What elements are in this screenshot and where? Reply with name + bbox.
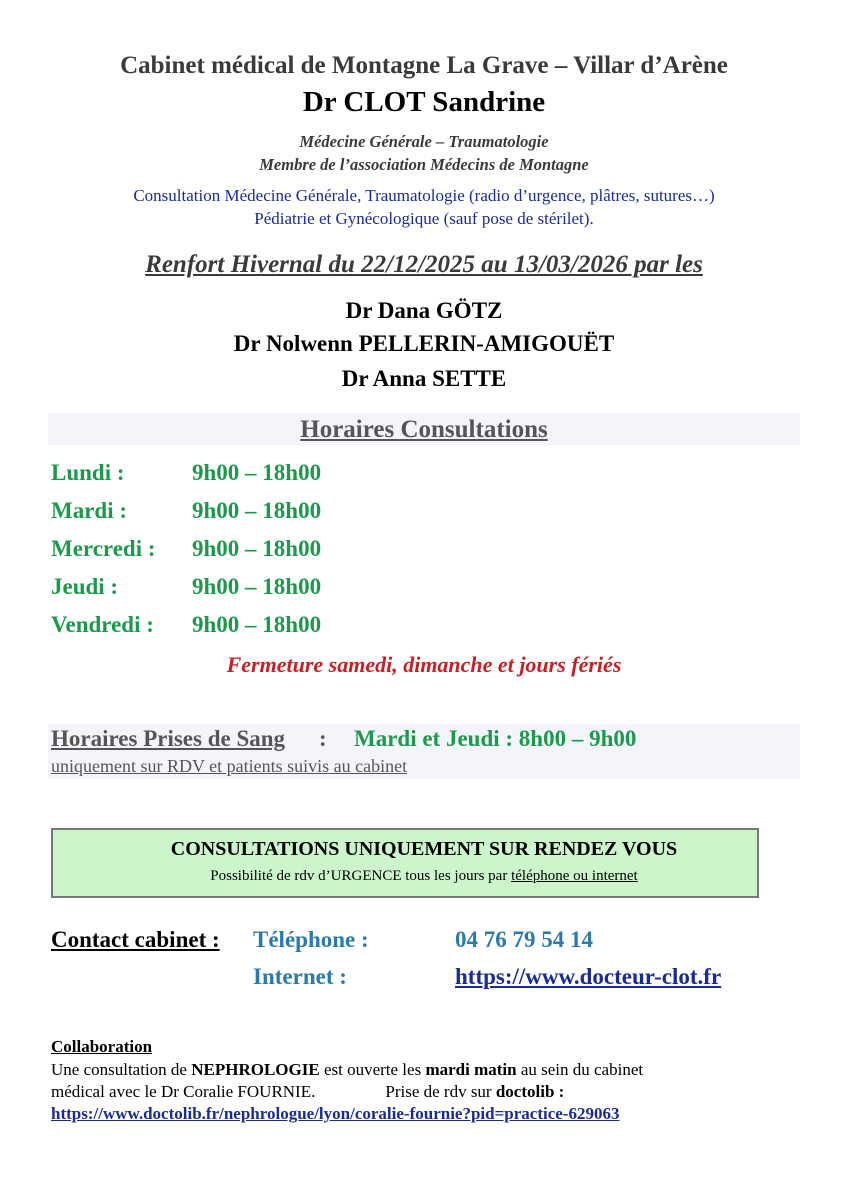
prises-de-sang-colon: : — [319, 726, 327, 751]
renfort-title: Renfort Hivernal du 22/12/2025 au 13/03/2026 par les — [145, 251, 703, 278]
day-label: Lundi : — [51, 460, 125, 485]
collab-text: au sein du cabinet — [516, 1060, 644, 1079]
telephone-label: Téléphone : — [253, 927, 369, 952]
internet-label: Internet : — [253, 964, 347, 989]
day-label: Jeudi : — [51, 574, 119, 599]
collab-text: médical avec le Dr Coralie FOURNIE. — [51, 1082, 316, 1101]
closure-notice: Fermeture samedi, dimanche et jours fériés — [226, 652, 622, 677]
rdv-notice-subtitle — [0, 868, 848, 885]
consultation-description: Consultation Médecine Générale, Traumatologie (radio d’urgence, plâtres, sutures…) — [133, 186, 715, 205]
prises-de-sang-hours: Mardi et Jeudi : 8h00 – 9h00 — [354, 726, 637, 751]
telephone-number[interactable]: 04 76 79 54 14 — [455, 927, 593, 952]
collab-text: est ouverte les — [319, 1060, 426, 1079]
association: Membre de l’association Médecins de Montagne — [259, 155, 589, 174]
prises-de-sang-label: Horaires Prises de Sang — [51, 726, 286, 751]
website-link[interactable]: https://www.docteur-clot.fr — [455, 964, 722, 989]
specialty: Médecine Générale – Traumatologie — [299, 132, 549, 151]
collab-doctolib: doctolib : — [495, 1082, 565, 1101]
collab-day: mardi matin — [425, 1060, 517, 1079]
cabinet-title: Cabinet médical de Montagne La Grave – Villar d’Arène — [120, 52, 728, 79]
consultation-description-2: Pédiatrie et Gynécologique (sauf pose de stérilet). — [254, 209, 594, 228]
horaires-title: Horaires Consultations — [300, 416, 548, 443]
rdv-notice-title: CONSULTATIONS UNIQUEMENT SUR RENDEZ VOUS — [170, 838, 678, 860]
rdv-contact-link[interactable]: téléphone ou internet — [511, 868, 638, 884]
renfort-doctor: Dr Nolwenn PELLERIN-AMIGOUËT — [233, 331, 615, 356]
collab-specialty: NEPHROLOGIE — [191, 1060, 320, 1079]
day-label: Mardi : — [51, 498, 128, 523]
day-hours: 9h00 – 18h00 — [192, 574, 322, 599]
prises-de-sang-note: uniquement sur RDV et patients suivis au cabinet — [51, 756, 408, 776]
day-hours: 9h00 – 18h00 — [192, 536, 322, 561]
collab-text: Prise de rdv sur — [385, 1082, 496, 1101]
day-label: Vendredi : — [51, 612, 154, 637]
collab-text: Une consultation de — [51, 1060, 192, 1079]
collaboration-text — [51, 1060, 643, 1080]
day-label: Mercredi : — [51, 536, 156, 561]
collaboration-text-2 — [51, 1082, 564, 1102]
doctolib-link[interactable]: https://www.doctolib.fr/nephrologue/lyon/coralie-fournie?pid=practice-629063 — [51, 1104, 620, 1123]
day-hours: 9h00 – 18h00 — [192, 460, 322, 485]
collaboration-title: Collaboration — [51, 1037, 153, 1056]
renfort-doctor: Dr Dana GÖTZ — [345, 298, 503, 323]
day-hours: 9h00 – 18h00 — [192, 612, 322, 637]
contact-label: Contact cabinet : — [51, 927, 220, 952]
day-hours: 9h00 – 18h00 — [192, 498, 322, 523]
doctor-name: Dr CLOT Sandrine — [302, 86, 546, 118]
renfort-doctor: Dr Anna SETTE — [341, 366, 507, 391]
rdv-notice-text: Possibilité de rdv d’URGENCE tous les jours par — [210, 868, 512, 884]
